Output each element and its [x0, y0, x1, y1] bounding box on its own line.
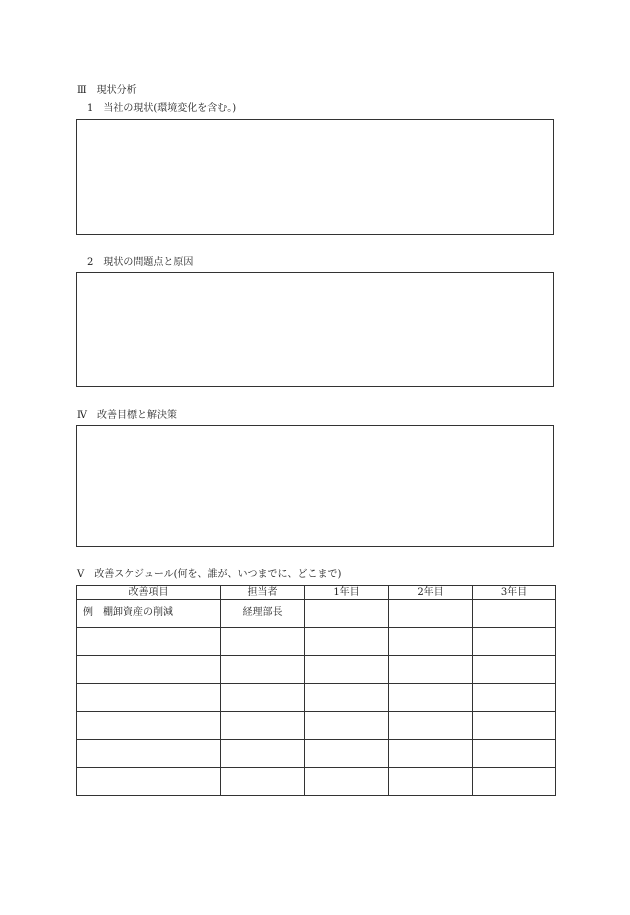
- problems-causes-box[interactable]: [76, 272, 554, 387]
- section-4-title: Ⅳ 改善目標と解決策: [77, 410, 177, 421]
- table-row: [77, 712, 556, 740]
- table-row: [77, 768, 556, 796]
- table-cell[interactable]: [221, 656, 305, 684]
- table-cell[interactable]: [389, 600, 473, 628]
- table-cell[interactable]: [389, 740, 473, 768]
- table-cell[interactable]: [305, 628, 389, 656]
- header-year-1: 1年目: [305, 586, 389, 600]
- header-year-3: 3年目: [473, 586, 556, 600]
- table-cell[interactable]: [77, 656, 221, 684]
- table-cell[interactable]: [305, 768, 389, 796]
- table-cell[interactable]: [221, 628, 305, 656]
- table-row: [77, 740, 556, 768]
- table-cell[interactable]: [473, 684, 556, 712]
- schedule-header-row: [77, 586, 556, 600]
- table-cell[interactable]: [305, 656, 389, 684]
- table-cell[interactable]: [305, 684, 389, 712]
- table-cell[interactable]: [305, 740, 389, 768]
- header-year-2: 2年目: [389, 586, 473, 600]
- table-cell[interactable]: [389, 656, 473, 684]
- table-cell[interactable]: [77, 628, 221, 656]
- table-cell[interactable]: [473, 628, 556, 656]
- header-owner: 担当者: [221, 586, 305, 600]
- table-cell[interactable]: [389, 684, 473, 712]
- table-cell[interactable]: [77, 768, 221, 796]
- table-cell[interactable]: [77, 740, 221, 768]
- table-cell[interactable]: [221, 712, 305, 740]
- section-3-2-title: 2 現状の問題点と原因: [87, 257, 194, 268]
- table-cell[interactable]: [77, 684, 221, 712]
- schedule-table: [76, 585, 556, 796]
- example-item-cell[interactable]: 例 棚卸資産の削減: [77, 600, 221, 628]
- section-5-title: Ⅴ 改善スケジュール(何を、誰が、いつまでに、どこまで): [77, 569, 342, 580]
- table-cell[interactable]: [473, 740, 556, 768]
- table-cell[interactable]: [473, 600, 556, 628]
- goals-solutions-box[interactable]: [76, 425, 554, 547]
- table-cell[interactable]: [389, 628, 473, 656]
- current-status-box[interactable]: [76, 119, 554, 235]
- table-cell[interactable]: [473, 768, 556, 796]
- table-row: [77, 600, 556, 628]
- table-cell[interactable]: [389, 768, 473, 796]
- table-cell[interactable]: [221, 768, 305, 796]
- table-cell[interactable]: [221, 684, 305, 712]
- section-3-title: Ⅲ 現状分析: [77, 85, 137, 96]
- header-improvement-item: 改善項目: [77, 586, 221, 600]
- table-cell[interactable]: [473, 712, 556, 740]
- example-owner-cell[interactable]: 経理部長: [221, 600, 305, 628]
- table-row: [77, 684, 556, 712]
- table-cell[interactable]: [389, 712, 473, 740]
- table-row: [77, 628, 556, 656]
- table-cell[interactable]: [305, 600, 389, 628]
- table-cell[interactable]: [77, 712, 221, 740]
- section-3-1-title: 1 当社の現状(環境変化を含む。): [87, 103, 237, 114]
- table-cell[interactable]: [221, 740, 305, 768]
- table-row: [77, 656, 556, 684]
- table-cell[interactable]: [473, 656, 556, 684]
- table-cell[interactable]: [305, 712, 389, 740]
